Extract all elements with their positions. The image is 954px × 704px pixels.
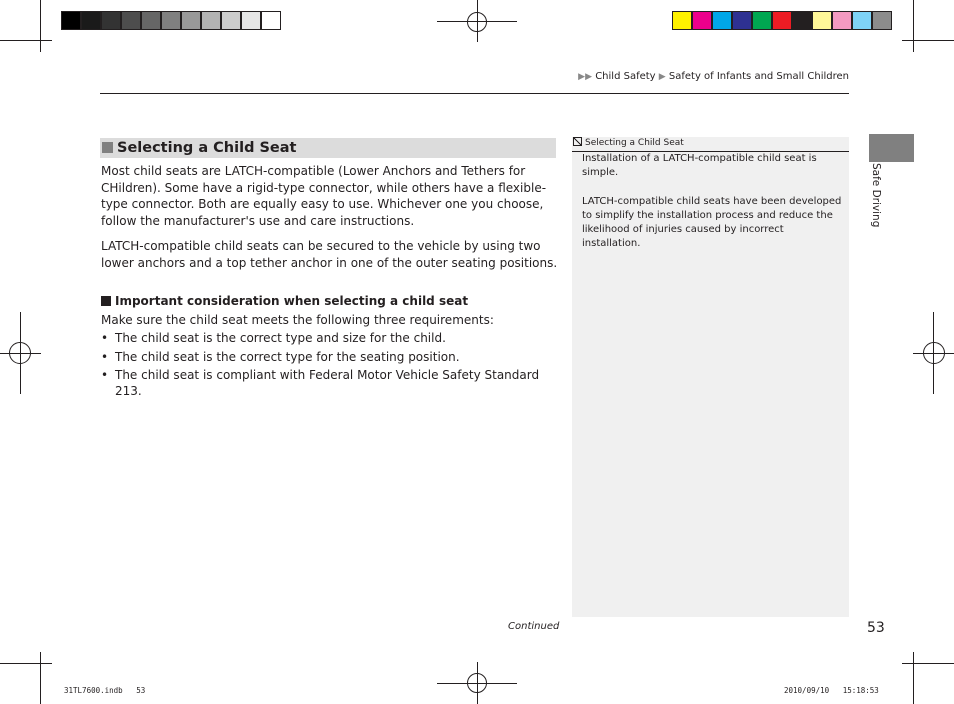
color-swatch	[872, 11, 892, 30]
breadcrumb-item-safety-infants[interactable]: Safety of Infants and Small Children	[668, 71, 849, 82]
list-item	[101, 349, 561, 368]
page-number: 53	[867, 620, 885, 636]
color-swatch	[852, 11, 872, 30]
heading-square-icon	[102, 142, 113, 153]
print-slug-file: 31TL7600.indb 53	[64, 686, 146, 695]
continued-label: Continued	[508, 621, 560, 632]
color-swatch	[832, 11, 852, 30]
crop-mark	[0, 663, 52, 664]
list-item-text: The child seat is the correct type and size for the child.	[115, 331, 446, 345]
color-swatch	[812, 11, 832, 30]
gray-swatch	[81, 11, 101, 30]
crop-mark	[913, 652, 914, 704]
header-rule	[100, 93, 849, 94]
gray-swatch	[241, 11, 261, 30]
gray-swatch	[201, 11, 221, 30]
subheading-text: Important consideration when selecting a child seat	[115, 294, 469, 308]
crop-mark	[40, 0, 41, 52]
section-title: Selecting a Child Seat	[117, 140, 297, 156]
chapter-tab	[868, 163, 886, 243]
color-swatch	[692, 11, 712, 30]
chapter-tab-marker	[869, 134, 914, 162]
gray-swatch	[101, 11, 121, 30]
note-reference-icon	[573, 137, 582, 146]
list-item-text: The child seat is compliant with Federal Motor Vehicle Safety Standard 213.	[115, 368, 540, 399]
color-swatch	[792, 11, 812, 30]
gray-swatch	[221, 11, 241, 30]
crop-mark	[902, 40, 954, 41]
color-swatch	[732, 11, 752, 30]
color-swatch	[672, 11, 692, 30]
bullet-icon: •	[101, 331, 109, 345]
crop-mark	[902, 663, 954, 664]
gray-swatch	[161, 11, 181, 30]
color-swatch	[712, 11, 732, 30]
gray-swatch	[141, 11, 161, 30]
list-item	[101, 367, 561, 399]
crop-mark	[913, 0, 914, 52]
gray-swatch	[121, 11, 141, 30]
bullet-icon: •	[101, 368, 109, 383]
color-swatch	[752, 11, 772, 30]
paragraph-latch-anchors: LATCH-compatible child seats can be secured to the vehicle by using two lower anchors and a top tether anchor in one of the outer seating positions.	[101, 239, 558, 270]
sidebar-title	[572, 137, 849, 152]
gray-swatch	[261, 11, 281, 30]
color-swatch	[772, 11, 792, 30]
list-item	[101, 330, 561, 349]
subheading-square-icon	[101, 296, 111, 306]
sidebar-note-1: Installation of a LATCH-compatible child seat is simple.	[582, 153, 817, 178]
gray-color-bar	[61, 11, 282, 30]
gray-swatch	[181, 11, 201, 30]
list-item-text: The child seat is the correct type for the seating position.	[115, 349, 460, 364]
print-slug-timestamp: 2010/09/10 15:18:53	[784, 686, 879, 695]
section-heading	[100, 138, 556, 158]
chapter-tab-label: Safe Driving	[870, 163, 882, 228]
requirements-intro: Make sure the child seat meets the following three requirements:	[101, 313, 494, 327]
gray-swatch	[61, 11, 81, 30]
bullet-icon: •	[101, 349, 109, 364]
breadcrumb-item-child-safety[interactable]: Child Safety	[595, 71, 656, 82]
sidebar-title-text: Selecting a Child Seat	[585, 138, 684, 148]
sidebar-note-2: LATCH-compatible child seats have been developed to simplify the installation process and reduce the likelihood of injuries caused by incorrect installation.	[582, 196, 842, 249]
process-color-bar	[672, 11, 893, 30]
requirements-list	[101, 330, 561, 399]
crop-mark	[0, 40, 52, 41]
crop-mark	[40, 652, 41, 704]
subheading	[101, 293, 468, 309]
sidebar-note	[572, 137, 849, 617]
breadcrumb-separator-icon: ▶	[658, 72, 666, 82]
breadcrumb-arrow-icon: ▶▶	[578, 72, 592, 82]
breadcrumb	[578, 71, 849, 82]
paragraph-latch-intro: Most child seats are LATCH-compatible (Lower Anchors and Tethers for CHildren). Some have a rigid-type connector, while others have a flexible-type connector. Both are equally easy to use. Whichever one you choose, follow the manufacturer's use and care instructions.	[101, 164, 547, 228]
